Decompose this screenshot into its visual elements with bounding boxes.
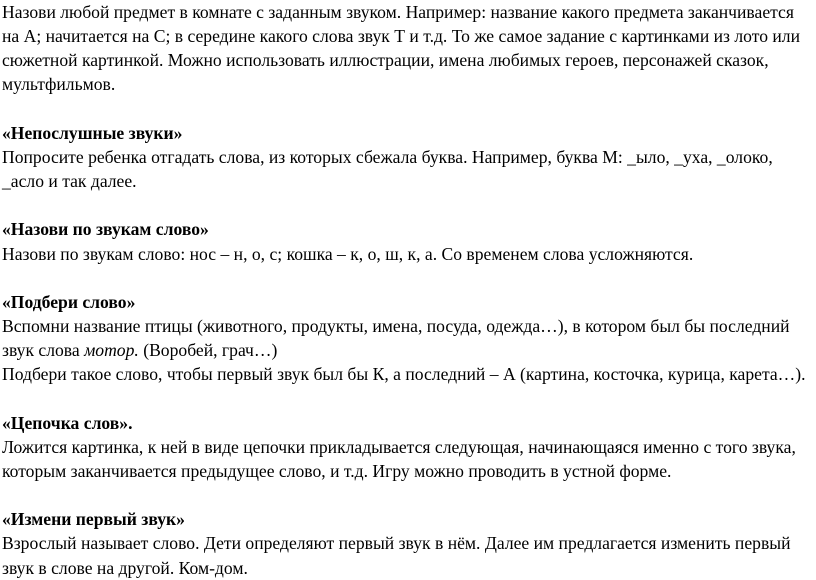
- game-description: Попросите ребенка отгадать слова, из которых сбежала буква. Например, буква М: _ыло, _уха, _олоко, _асло и так далее.: [2, 146, 773, 192]
- game-section-4: [2, 411, 810, 483]
- intro-section: [2, 0, 810, 97]
- game-title: «Цепочка слов».: [2, 412, 133, 433]
- game-section-2: [2, 217, 810, 265]
- game-description: Назови по звукам слово: нос – н, о, с; кошка – к, о, ш, к, а. Со временем слова усложняются.: [2, 243, 694, 264]
- game-description: [2, 314, 810, 362]
- game-section-5: [2, 507, 810, 579]
- game-description: Взрослый называет слово. Дети определяют первый звук в нём. Далее им предлагается изменить первый звук в слове на другой. Ком-дом.: [2, 533, 791, 578]
- spacer: [2, 266, 810, 290]
- game-title: «Измени первый звук»: [2, 509, 185, 530]
- game-title: «Назови по звукам слово»: [2, 219, 209, 240]
- spacer: [2, 483, 810, 507]
- game-description-part: (Воробей, грач…): [138, 340, 278, 361]
- game-section-1: [2, 121, 810, 193]
- game-title: «Подбери слово»: [2, 291, 136, 312]
- game-title: «Непослушные звуки»: [2, 122, 183, 143]
- spacer: [2, 97, 810, 121]
- spacer: [2, 386, 810, 410]
- intro-paragraph: Назови любой предмет в комнате с заданным звуком. Например: название какого предмета заканчивается на А; начитается на С; в середине какого слова звук Т и т.д. То же самое задание с картинками из лото или сюжетной картинкой. Можно использовать иллюстрации, имена любимых героев, персонажей сказок, мультфильмов.: [2, 2, 801, 95]
- game-description: Ложится картинка, к ней в виде цепочки прикладывается следующая, начинающаяся именно с того звука, которым заканчивается предыдущее слово, и т.д. Игру можно проводить в устной форме.: [2, 436, 796, 481]
- game-section-3: [2, 290, 810, 387]
- spacer: [2, 193, 810, 217]
- example-word: мотор.: [84, 340, 139, 361]
- game-description-2: Подбери такое слово, чтобы первый звук был бы К, а последний – А (картина, косточка, курица, карета…).: [2, 364, 806, 385]
- game-description-part: Вспомни название птицы (животного, продукты, имена, посуда, одежда…), в котором был бы последний звук слова: [2, 315, 790, 361]
